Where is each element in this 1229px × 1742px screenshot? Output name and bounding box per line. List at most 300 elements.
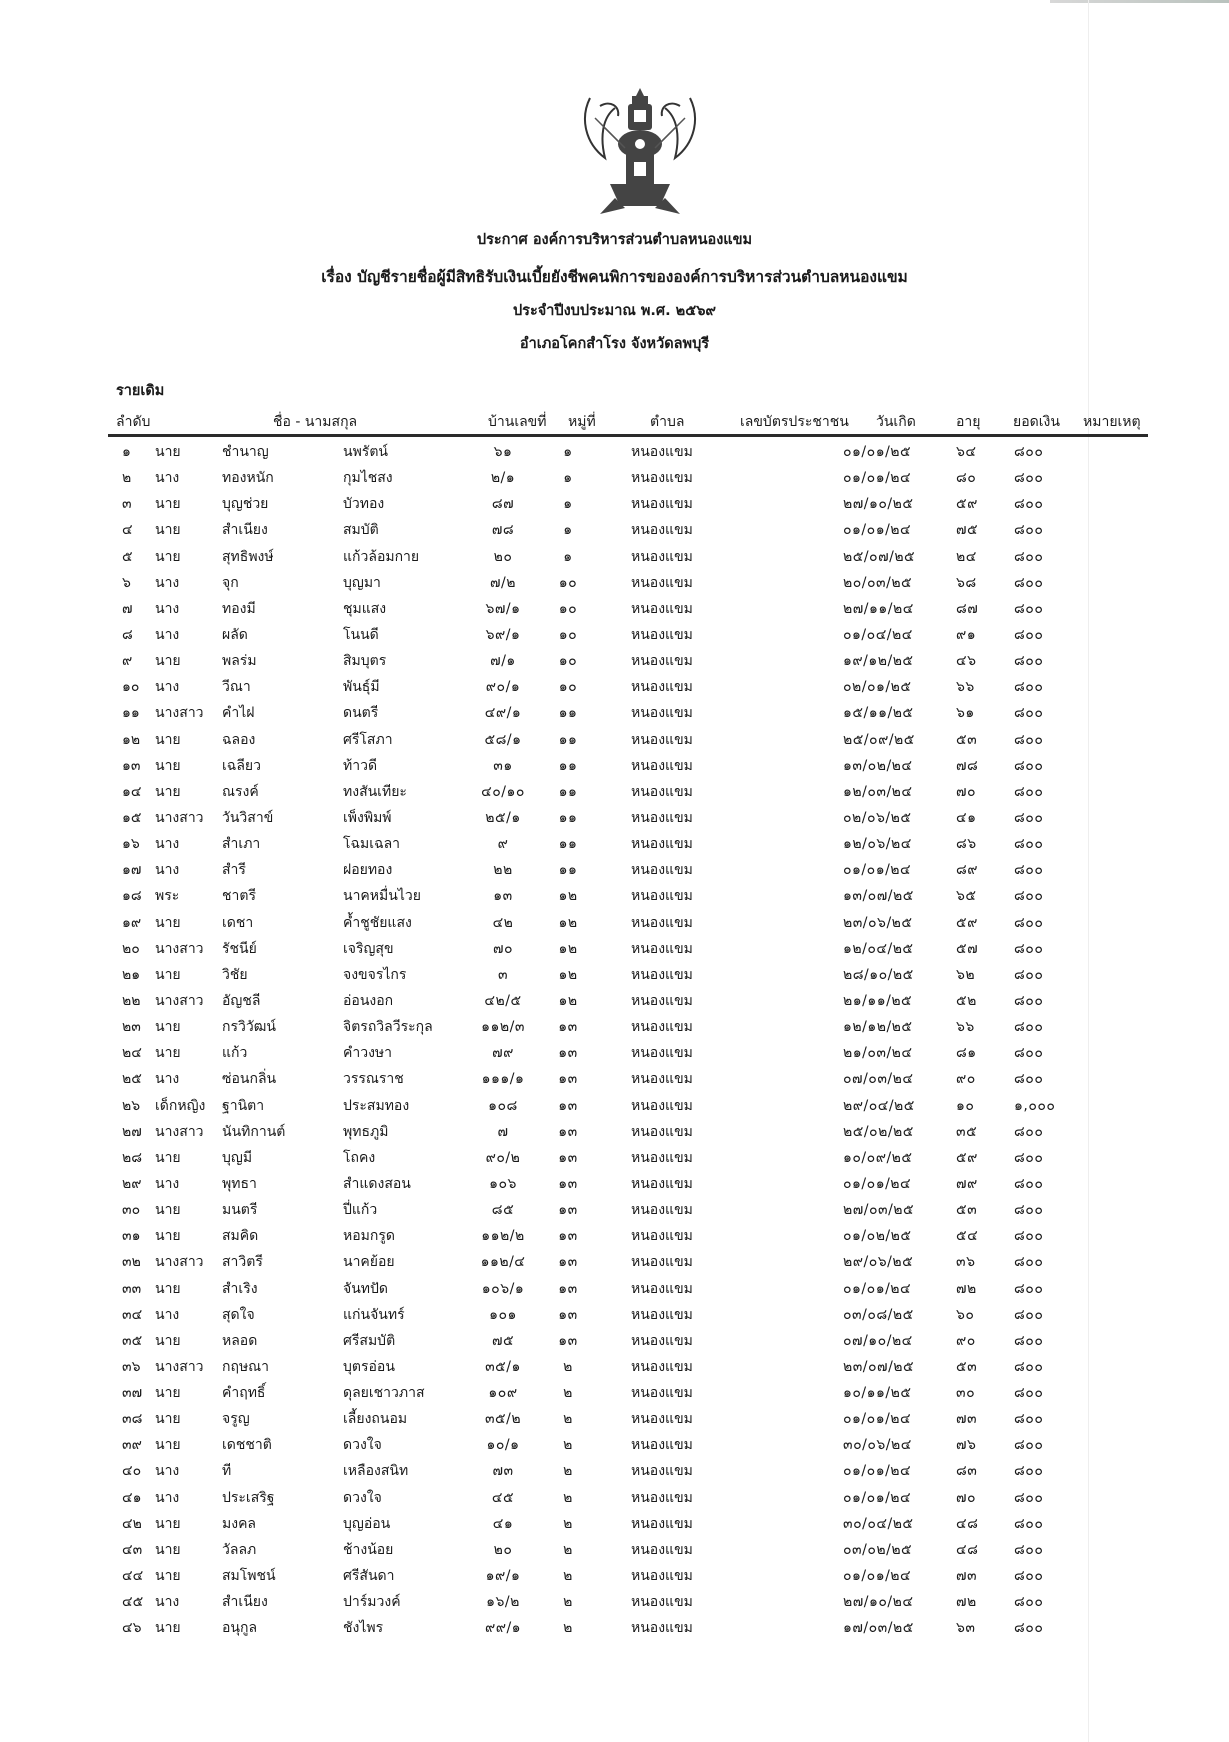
row-number: ๗ (122, 600, 133, 617)
last-name: บัวทอง (343, 496, 385, 513)
table-row (108, 1326, 1148, 1352)
tambon: หนองแขม (631, 783, 693, 800)
name-title: นางสาว (155, 1254, 204, 1271)
last-name: หอมกรูด (343, 1228, 395, 1245)
house-number: ๓๕/๑ (485, 1358, 521, 1375)
age: ๒๔ (956, 548, 977, 565)
name-title: นาย (155, 1019, 181, 1036)
birth-date: ๑๙/๑๒/๒๕ (843, 653, 914, 670)
birth-date: ๐๑/๐๑/๒๕ (843, 444, 912, 460)
birth-date: ๒๙/๐๔/๒๕ (843, 1097, 915, 1114)
last-name: เจริญสุข (343, 940, 394, 957)
age: ๕๔ (956, 1228, 979, 1245)
row-number: ๓๑ (122, 1228, 141, 1245)
tambon: หนองแขม (631, 522, 693, 539)
amount: ๘๐๐ (1014, 914, 1044, 931)
tambon: หนองแขม (631, 966, 693, 983)
house-number: ๑๐/๑ (486, 1437, 520, 1454)
name-title: นาง (155, 1594, 180, 1611)
age: ๘๖ (956, 836, 977, 853)
moo-number: ๑ (563, 444, 573, 460)
birth-date: ๐๑/๐๑/๒๔ (843, 1463, 912, 1480)
table-row (108, 986, 1148, 1012)
birth-date: ๑๓/๐๗/๒๕ (843, 888, 914, 905)
row-number: ๒๑ (122, 966, 141, 983)
house-number: ๙๐/๑ (485, 679, 521, 696)
first-name: หลอด (222, 1332, 258, 1349)
first-name: ชำนาญ (222, 444, 269, 460)
birth-date: ๐๑/๐๒/๒๕ (843, 1228, 912, 1245)
moo-number: ๑๓ (558, 1175, 578, 1192)
table-row (108, 594, 1148, 620)
house-number: ๔๐/๑๐ (481, 783, 525, 800)
name-title: นาง (155, 600, 180, 617)
first-name: มนตรี (222, 1202, 258, 1219)
row-number: ๒๗ (122, 1123, 142, 1140)
tambon: หนองแขม (631, 1594, 693, 1611)
moo-number: ๑๓ (558, 1306, 578, 1323)
amount: ๘๐๐ (1014, 836, 1044, 853)
house-number: ๑๑๒/๓ (481, 1019, 525, 1036)
moo-number: ๑๓ (558, 1097, 578, 1114)
birth-date: ๐๑/๐๑/๒๔ (843, 1568, 912, 1585)
row-number: ๙ (122, 653, 133, 670)
header-moo: หมู่ที่ (568, 414, 596, 430)
table-row (108, 515, 1148, 541)
first-name: ผลัด (222, 626, 248, 643)
first-name: สำรี (222, 862, 246, 879)
fiscal-year: ประจำปีงบประมาณ พ.ศ. ๒๕๖๙ (512, 303, 717, 319)
row-number: ๔๑ (122, 1489, 142, 1506)
amount: ๘๐๐ (1014, 1568, 1044, 1585)
table-row (108, 672, 1148, 698)
header-dob: วันเกิด (876, 414, 916, 430)
row-number: ๑๒ (122, 731, 141, 748)
table-row (108, 803, 1148, 829)
table-row (108, 698, 1148, 724)
age: ๘๐ (956, 470, 977, 487)
first-name: สำเนียง (222, 522, 268, 539)
tambon: หนองแขม (631, 626, 693, 643)
birth-date: ๐๑/๐๑/๒๔ (843, 1280, 912, 1297)
age: ๗๖ (956, 1437, 977, 1454)
age: ๕๓ (956, 1202, 978, 1219)
name-title: นาง (155, 1489, 180, 1506)
house-number: ๙๙/๑ (484, 1620, 522, 1637)
age: ๕๓ (956, 1358, 978, 1375)
age: ๖๒ (956, 966, 976, 983)
house-number: ๙๐/๒ (485, 1149, 521, 1166)
age: ๘๗ (956, 600, 979, 617)
amount: ๘๐๐ (1014, 862, 1044, 879)
birth-date: ๒๙/๐๖/๒๕ (843, 1254, 914, 1271)
table-row (108, 1195, 1148, 1221)
birth-date: ๑๒/๐๖/๒๔ (843, 836, 912, 853)
table-row (108, 620, 1148, 646)
name-title: นาย (155, 966, 181, 983)
name-title: นาย (155, 1541, 181, 1558)
table-row (108, 777, 1148, 803)
tambon: หนองแขม (631, 574, 693, 591)
moo-number: ๑๐ (558, 600, 578, 617)
house-number: ๔๒/๕ (484, 992, 522, 1009)
age: ๖๔ (956, 444, 977, 460)
tambon: หนองแขม (631, 1202, 693, 1219)
table-row (108, 1509, 1148, 1535)
first-name: ที (222, 1463, 232, 1480)
age: ๕๓ (956, 731, 978, 748)
first-name: สุทธิพงษ์ (222, 548, 274, 565)
tambon: หนองแขม (631, 1437, 693, 1454)
announcement-title: ประกาศ องค์การบริหารส่วนตำบลหนองแขม (476, 232, 753, 248)
table-row (108, 1169, 1148, 1195)
amount: ๘๐๐ (1014, 470, 1044, 487)
amount: ๘๐๐ (1014, 1594, 1044, 1611)
house-number: ๗/๒ (490, 574, 516, 591)
house-number: ๓ (497, 966, 509, 983)
amount: ๘๐๐ (1014, 757, 1044, 774)
birth-date: ๒๓/๐๖/๒๕ (843, 914, 913, 931)
last-name: ศรีโสภา (343, 731, 393, 748)
row-number: ๓๘ (122, 1411, 143, 1428)
moo-number: ๒ (563, 1541, 573, 1558)
moo-number: ๑๑ (558, 731, 578, 748)
tambon: หนองแขม (631, 1123, 693, 1140)
moo-number: ๑๑ (558, 862, 578, 879)
moo-number: ๒ (563, 1385, 573, 1402)
birth-date: ๐๗/๐๓/๒๔ (843, 1071, 914, 1088)
birth-date: ๒๑/๐๓/๒๔ (843, 1045, 913, 1062)
moo-number: ๑๐ (558, 653, 578, 670)
house-number: ๑๓ (493, 888, 513, 905)
tambon: หนองแขม (631, 1019, 693, 1036)
last-name: ดวงใจ (343, 1437, 382, 1454)
table-body (108, 437, 1148, 1639)
amount: ๘๐๐ (1014, 444, 1044, 460)
first-name: สำเภา (222, 836, 261, 853)
first-name: คำฤทธิ์ (222, 1385, 266, 1402)
last-name: วรรณราช (343, 1071, 404, 1088)
header-amount: ยอดเงิน (1013, 414, 1060, 430)
last-name: ท้าวดี (343, 757, 378, 774)
last-name: ศรีสมบัติ (343, 1332, 396, 1349)
birth-date: ๒๘/๑๐/๒๕ (843, 966, 914, 983)
birth-date: ๑๐/๑๑/๒๕ (843, 1385, 912, 1402)
name-title: นาง (155, 626, 180, 643)
amount: ๘๐๐ (1014, 809, 1044, 826)
last-name: อ่อนงอก (343, 992, 394, 1009)
age: ๖๖ (956, 679, 975, 696)
tambon: หนองแขม (631, 1149, 693, 1166)
last-name: ดุลยเชาวภาส (343, 1385, 425, 1402)
first-name: นันทิกานต์ (222, 1123, 286, 1140)
tambon: หนองแขม (631, 1306, 693, 1323)
age: ๗๓ (956, 1568, 978, 1585)
row-number: ๑๗ (122, 862, 142, 879)
house-number: ๗๕ (491, 1332, 515, 1349)
amount: ๘๐๐ (1014, 1071, 1044, 1088)
last-name: ดวงใจ (343, 1489, 382, 1506)
name-title: นาง (155, 679, 180, 696)
last-name: พันธุ์มี (343, 679, 380, 696)
row-number: ๓๔ (122, 1306, 143, 1323)
table-row (108, 881, 1148, 907)
table-row (108, 1143, 1148, 1169)
amount: ๘๐๐ (1014, 1385, 1044, 1402)
age: ๕๗ (956, 940, 979, 957)
first-name: เฉลียว (222, 757, 261, 774)
amount: ๘๐๐ (1014, 1463, 1044, 1480)
tambon: หนองแขม (631, 653, 693, 670)
first-name: ซ่อนกลิ่น (222, 1071, 277, 1088)
moo-number: ๑๓ (558, 1202, 578, 1219)
moo-number: ๑๓ (558, 1332, 578, 1349)
row-number: ๓๕ (122, 1332, 143, 1349)
table-row (108, 1012, 1148, 1038)
last-name: โนนดี (343, 626, 379, 643)
age: ๖๖ (956, 1019, 975, 1036)
row-number: ๔ (122, 522, 133, 539)
table-row (108, 1064, 1148, 1090)
moo-number: ๑๐ (558, 679, 578, 696)
house-number: ๔๑ (492, 1515, 514, 1532)
first-name: อัญชลี (222, 992, 261, 1009)
moo-number: ๑ (563, 470, 573, 487)
last-name: ชุมแสง (343, 600, 387, 617)
tambon: หนองแขม (631, 1411, 693, 1428)
row-number: ๑๐ (122, 679, 140, 696)
house-number: ๑๖/๒ (486, 1594, 520, 1611)
age: ๔๘ (956, 1515, 979, 1532)
first-name: วีณา (222, 679, 251, 696)
moo-number: ๒ (563, 1358, 573, 1375)
age: ๗๙ (956, 1175, 978, 1192)
amount: ๘๐๐ (1014, 626, 1044, 643)
last-name: บุตรอ่อน (343, 1358, 395, 1375)
birth-date: ๒๗/๑๐/๒๕ (843, 496, 914, 513)
birth-date: ๑๐/๐๙/๒๕ (843, 1149, 913, 1166)
age: ๕๒ (956, 992, 977, 1009)
header-id-card: เลขบัตรประชาชน (740, 414, 849, 430)
name-title: นาย (155, 1228, 181, 1245)
amount: ๘๐๐ (1014, 679, 1044, 696)
birth-date: ๒๕/๐๙/๒๕ (843, 731, 915, 748)
name-title: นางสาว (155, 705, 204, 722)
birth-date: ๒๕/๐๒/๒๕ (843, 1123, 914, 1140)
moo-number: ๑๓ (558, 1123, 578, 1140)
house-number: ๑๑๒/๔ (480, 1254, 526, 1271)
last-name: พุทธภูมิ (343, 1123, 389, 1140)
age: ๗๕ (956, 522, 979, 539)
first-name: สำเนียง (222, 1594, 268, 1611)
name-title: นาย (155, 783, 181, 800)
row-number: ๔๓ (122, 1541, 143, 1558)
first-name: คำไฝ (222, 705, 255, 722)
amount: ๘๐๐ (1014, 496, 1044, 513)
birth-date: ๑๒/๐๔/๒๕ (843, 940, 914, 957)
moo-number: ๑๓ (558, 1254, 578, 1271)
house-number: ๖๗/๑ (485, 600, 521, 617)
age: ๘๑ (956, 1045, 977, 1062)
tambon: หนองแขม (631, 1385, 693, 1402)
tambon: หนองแขม (631, 470, 693, 487)
first-name: กฤษณา (222, 1358, 270, 1375)
amount: ๑,๐๐๐ (1014, 1097, 1056, 1114)
age: ๗๒ (956, 1280, 977, 1297)
first-name: เดชชาติ (222, 1437, 272, 1454)
house-number: ๑๑๒/๒ (481, 1228, 525, 1245)
moo-number: ๒ (563, 1594, 573, 1611)
header-name: ชื่อ - นามสกุล (273, 414, 358, 430)
name-title: นาง (155, 836, 180, 853)
last-name: ชังไพร (343, 1620, 384, 1637)
moo-number: ๒ (563, 1411, 573, 1428)
name-title: นาย (155, 548, 181, 565)
last-name: สิมบุตร (343, 653, 387, 670)
moo-number: ๑๓ (558, 1149, 578, 1166)
birth-date: ๐๒/๐๑/๒๕ (843, 679, 912, 696)
table-row (108, 960, 1148, 986)
tambon: หนองแขม (631, 1097, 693, 1114)
last-name: จิตรถวิลวีระกุล (343, 1019, 433, 1036)
age: ๖๓ (956, 1620, 976, 1637)
house-number: ๑๐๖ (489, 1175, 517, 1192)
house-number: ๗๓ (492, 1463, 514, 1480)
birth-date: ๐๓/๐๒/๒๕ (843, 1541, 913, 1558)
header-note: หมายเหตุ (1083, 414, 1141, 430)
age: ๖๐ (956, 1306, 975, 1323)
house-number: ๘๕ (491, 1202, 515, 1219)
row-number: ๓๙ (122, 1437, 142, 1454)
tambon: หนองแขม (631, 1515, 693, 1532)
amount: ๘๐๐ (1014, 522, 1044, 539)
table-row (108, 751, 1148, 777)
birth-date: ๑๗/๐๓/๒๕ (843, 1620, 914, 1637)
age: ๔๖ (956, 653, 977, 670)
moo-number: ๑๑ (558, 783, 578, 800)
first-name: สมคิด (222, 1228, 259, 1245)
tambon: หนองแขม (631, 1254, 693, 1271)
birth-date: ๒๗/๐๓/๒๕ (843, 1202, 915, 1219)
name-title: นาง (155, 1071, 180, 1088)
first-name: วันวิสาข์ (222, 809, 274, 826)
amount: ๘๐๐ (1014, 1228, 1044, 1245)
table-row (108, 489, 1148, 515)
house-number: ๗/๑ (490, 653, 516, 670)
name-title: นางสาว (155, 940, 204, 957)
moo-number: ๑ (563, 548, 573, 565)
first-name: จรูญ (222, 1411, 250, 1428)
tambon: หนองแขม (631, 1620, 693, 1637)
moo-number: ๑๓ (558, 1280, 578, 1297)
name-title: นาย (155, 1149, 181, 1166)
tambon: หนองแขม (631, 836, 693, 853)
amount: ๘๐๐ (1014, 1019, 1044, 1036)
last-name: บุญอ่อน (343, 1515, 391, 1532)
birth-date: ๑๕/๑๑/๒๕ (843, 705, 914, 722)
row-number: ๒ (122, 470, 132, 487)
age: ๘๙ (956, 862, 979, 879)
house-number: ๗๘ (491, 522, 515, 539)
amount: ๘๐๐ (1014, 653, 1044, 670)
name-title: นาย (155, 1202, 181, 1219)
moo-number: ๒ (563, 1620, 573, 1637)
table-row (108, 1483, 1148, 1509)
last-name: โถคง (343, 1149, 376, 1166)
amount: ๘๐๐ (1014, 548, 1044, 565)
tambon: หนองแขม (631, 1071, 693, 1088)
row-number: ๕ (122, 548, 133, 565)
table-row (108, 1613, 1148, 1639)
name-title: เด็กหญิง (155, 1097, 206, 1114)
house-number: ๔๒ (492, 914, 514, 931)
amount: ๘๐๐ (1014, 705, 1044, 722)
amount: ๘๐๐ (1014, 1489, 1044, 1506)
first-name: ทองหนัก (222, 470, 274, 487)
table-row (108, 1587, 1148, 1613)
house-number: ๕๘/๑ (484, 731, 522, 748)
birth-date: ๑๓/๐๒/๒๔ (843, 757, 913, 774)
house-number: ๒๒ (493, 862, 513, 879)
last-name: กุมไชสง (343, 470, 393, 487)
last-name: แก่นจันทร์ (343, 1306, 405, 1323)
name-title: นาย (155, 1411, 181, 1428)
house-number: ๓๕/๒ (484, 1411, 522, 1428)
moo-number: ๑๓ (558, 1045, 578, 1062)
age: ๖๑ (956, 705, 975, 722)
row-number: ๒๐ (122, 940, 140, 957)
tambon: หนองแขม (631, 992, 693, 1009)
moo-number: ๒ (563, 1515, 573, 1532)
row-number: ๒๓ (122, 1019, 141, 1036)
name-title: นาย (155, 444, 181, 460)
name-title: นาย (155, 1515, 181, 1532)
birth-date: ๓๐/๐๔/๒๕ (843, 1515, 914, 1532)
table-row (108, 725, 1148, 751)
last-name: ค้ำชูชัยแสง (343, 914, 412, 931)
age: ๓๖ (956, 1254, 976, 1271)
moo-number: ๑๐ (558, 574, 578, 591)
house-number: ๖๙/๑ (485, 626, 521, 643)
tambon: หนองแขม (631, 1489, 693, 1506)
house-number: ๒๕/๑ (485, 809, 521, 826)
first-name: ทองมี (222, 600, 256, 617)
name-title: นาย (155, 1385, 181, 1402)
age: ๕๙ (956, 496, 978, 513)
first-name: สมโพชน์ (222, 1568, 276, 1585)
row-number: ๑๘ (122, 888, 142, 905)
house-number: ๑๙/๑ (485, 1568, 521, 1585)
birth-date: ๒๑/๑๑/๒๕ (843, 992, 913, 1009)
first-name: กรวิวัฒน์ (222, 1019, 276, 1036)
table-row (108, 1378, 1148, 1404)
tambon: หนองแขม (631, 1045, 693, 1062)
district-province: อำเภอโคกสำโรง จังหวัดลพบุรี (519, 336, 710, 352)
last-name: บุญมา (343, 574, 381, 591)
first-name: ประเสริฐ (222, 1489, 275, 1506)
house-number: ๑๐๘ (488, 1097, 518, 1114)
name-title: นาง (155, 470, 180, 487)
amount: ๘๐๐ (1014, 1437, 1044, 1454)
name-title: นาง (155, 1306, 180, 1323)
house-number: ๒๐ (493, 548, 513, 565)
first-name: ฐานิตา (222, 1097, 265, 1114)
amount: ๘๐๐ (1014, 1332, 1044, 1349)
table-row (108, 1117, 1148, 1143)
amount: ๘๐๐ (1014, 783, 1044, 800)
age: ๔๘ (956, 1541, 979, 1558)
table-row (108, 1247, 1148, 1273)
